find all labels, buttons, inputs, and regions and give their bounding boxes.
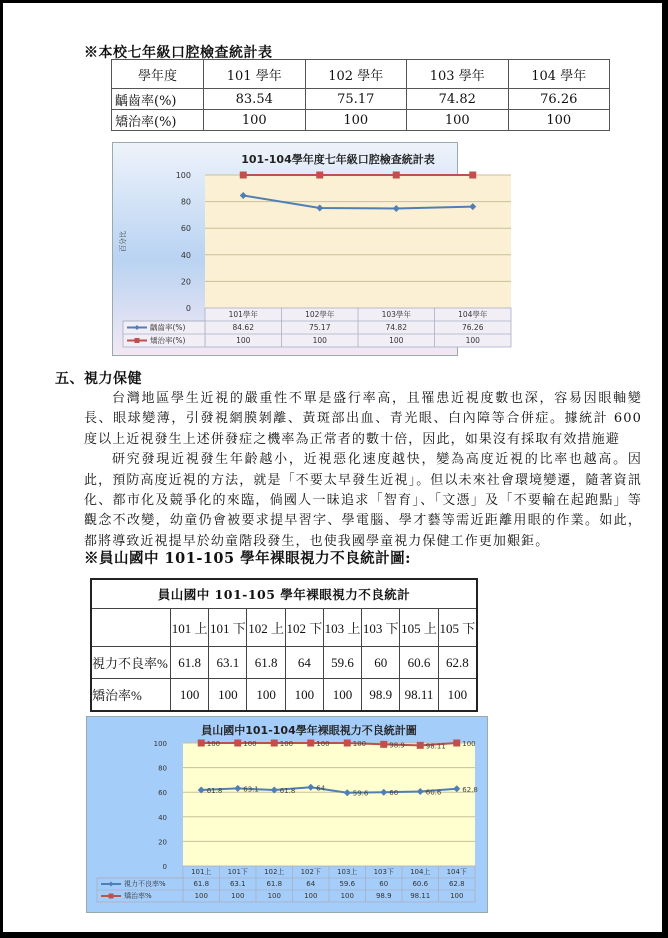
- table-cell: 59.6: [323, 647, 361, 679]
- data-point: [469, 172, 476, 179]
- vision-paragraphs: [84, 389, 642, 552]
- table-value: 100: [465, 336, 480, 345]
- table-value: 74.82: [385, 323, 407, 332]
- table-header-row: [112, 60, 610, 89]
- data-label: 100: [316, 740, 330, 748]
- oral-table-heading: ※本校七年級口腔檢查統計表: [84, 45, 273, 61]
- oral-exam-table: [111, 59, 610, 131]
- data-label: 100: [206, 740, 221, 748]
- data-point: [234, 740, 241, 747]
- x-tick-label: 101學年: [228, 310, 258, 319]
- data-point: [417, 742, 424, 749]
- table-value: 100: [236, 336, 251, 345]
- table-cell: 100: [171, 679, 209, 712]
- data-point: [393, 172, 400, 179]
- table-cell: 98.11: [400, 679, 438, 712]
- data-point: [316, 172, 323, 179]
- data-label: 61.8: [206, 786, 223, 795]
- table-cell: 100: [407, 110, 509, 131]
- data-label: 60.6: [425, 788, 442, 797]
- y-tick-label: 20: [180, 277, 191, 287]
- paragraph: 研究發現近視發生年齡越小，近視惡化速度越快，變為高度近視的比率也越高。因此，預防高度近視的方法，就是「不要太早發生近視」。但以未來社會環境變遷，隨著資訊化、都市化及競爭化的來臨，倘國人一昧追求「智育」、「文憑」及「不要輸在起跑點」等觀念不改變，幼童仍會被要求提早習字、學電腦、學才藝等需近距離用眼的作業。如此，都將導致近視提早於幼童階段發生，也使我國學童視力保健工作更加艱鉅。: [84, 452, 642, 549]
- row-label: 視力不良率%: [91, 647, 171, 679]
- table-row: [91, 679, 477, 712]
- x-tick-label: 103下: [373, 868, 394, 876]
- legend-label: 矯治率(%): [150, 336, 186, 345]
- plot-area: [183, 743, 475, 866]
- header-cell: 104 學年: [508, 60, 610, 89]
- header-cell: 105 下: [438, 609, 477, 647]
- table-value: 61.8: [193, 880, 210, 888]
- y-tick-label: 100: [153, 740, 167, 748]
- x-tick-label: 104上: [410, 868, 431, 876]
- table-value: 84.62: [232, 323, 254, 332]
- table-cell: 100: [438, 679, 477, 712]
- table-value: 100: [231, 892, 245, 900]
- data-point: [453, 740, 460, 747]
- table-header-row: [91, 609, 477, 647]
- y-axis-label: 百分比: [119, 231, 127, 252]
- x-tick-label: 102上: [264, 868, 285, 876]
- table-cell: 61.8: [247, 647, 285, 679]
- chart-svg: [113, 143, 488, 355]
- table-value: 98.9: [375, 892, 392, 900]
- table-value: 64: [306, 880, 316, 888]
- table-value: 100: [194, 892, 208, 900]
- x-tick-label: 102下: [300, 868, 321, 876]
- data-point: [380, 741, 387, 748]
- header-cell: 101 下: [209, 609, 247, 647]
- table-row: [112, 110, 610, 131]
- table-value: 100: [450, 892, 464, 900]
- table-cell: 100: [508, 110, 610, 131]
- table-value: 100: [340, 892, 354, 900]
- data-label: 98.9: [389, 741, 405, 750]
- data-label: 64: [316, 784, 326, 793]
- table-cell: 100: [247, 679, 285, 712]
- data-point: [198, 740, 205, 747]
- header-cell: 102 上: [247, 609, 285, 647]
- table-cell: 60: [362, 647, 400, 679]
- data-point: [344, 740, 351, 747]
- vision-table: [90, 578, 478, 712]
- plot-area: [205, 175, 511, 308]
- legend-label: 齲齒率(%): [150, 323, 186, 332]
- data-label: 100: [352, 740, 367, 748]
- data-point: [307, 740, 314, 747]
- x-tick-label: 103學年: [381, 310, 411, 319]
- chart-title: 員山國中101-104學年裸眼視力不良統計圖: [201, 724, 417, 737]
- chart-svg: [87, 717, 487, 912]
- x-tick-label: 104下: [446, 868, 467, 876]
- chart-title: 101-104學年度七年級口腔檢查統計表: [241, 153, 435, 166]
- data-label: 60: [389, 789, 399, 798]
- table-value: 100: [267, 892, 281, 900]
- table-cell: 74.82: [407, 89, 509, 110]
- table-cell: 60.6: [400, 647, 438, 679]
- header-cell: 103 下: [362, 609, 400, 647]
- table-value: 98.11: [410, 892, 431, 900]
- table-value: 63.1: [229, 880, 246, 888]
- table-value: 60: [379, 880, 389, 888]
- header-cell: 學年度: [112, 60, 204, 89]
- table-cell: 63.1: [209, 647, 247, 679]
- table-cell: 100: [204, 110, 306, 131]
- row-label: 齲齒率(%): [112, 89, 204, 110]
- table-cell: 61.8: [171, 647, 209, 679]
- table-cell: 100: [305, 110, 407, 131]
- table-row: [112, 89, 610, 110]
- y-tick-label: 40: [180, 250, 191, 260]
- table-cell: 100: [209, 679, 247, 712]
- x-tick-label: 101上: [191, 868, 212, 876]
- legend-label: 視力不良率%: [124, 880, 166, 888]
- y-tick-label: 0: [185, 304, 191, 313]
- row-label: 矯治率%: [91, 679, 171, 712]
- vision-table-heading: ※員山國中 101-105 學年裸眼視力不良統計圖:: [84, 550, 411, 567]
- y-tick-label: 60: [158, 789, 167, 798]
- data-label: 98.11: [425, 742, 446, 751]
- data-label: 100: [279, 740, 294, 748]
- data-label: 62.8: [462, 785, 478, 794]
- table-value: 60.6: [412, 880, 429, 888]
- data-label: 100: [243, 740, 257, 748]
- paragraph: 台灣地區學生近視的嚴重性不單是盛行率高，且罹患近視度數也深，容易因眼軸變長、眼球變薄，引發視網膜剝離、黃斑部出血、青光眼、白內障等合併症。據統計 600 度以上近視發生上述併發症之機率為正常者的數十倍，因此，如果沒有採取有效措施避: [84, 391, 642, 447]
- data-label: 61.8: [279, 786, 296, 795]
- y-tick-label: 0: [162, 863, 167, 871]
- x-tick-label: 102學年: [305, 310, 335, 319]
- data-label: 100: [462, 740, 476, 748]
- oral-exam-chart: [112, 142, 488, 356]
- table-cell: 98.9: [362, 679, 400, 712]
- table-title: 員山國中 101-105 學年裸眼視力不良統計: [91, 579, 477, 609]
- table-cell: 64: [285, 647, 323, 679]
- header-cell: 102 學年: [305, 60, 407, 89]
- vision-chart: [86, 716, 488, 913]
- table-cell: 75.17: [305, 89, 407, 110]
- header-cell: 101 上: [171, 609, 209, 647]
- table-value: 61.8: [266, 880, 283, 888]
- data-point: [240, 172, 247, 179]
- table-value: 100: [389, 336, 404, 345]
- header-cell: 103 上: [323, 609, 361, 647]
- table-value: 100: [312, 336, 327, 345]
- vision-section-heading: 五、視力保健: [55, 371, 142, 387]
- x-tick-label: 103上: [337, 868, 358, 876]
- header-cell: [91, 609, 171, 647]
- table-cell: 76.26: [508, 89, 610, 110]
- y-tick-label: 60: [180, 224, 191, 234]
- y-tick-label: 40: [158, 813, 167, 822]
- table-cell: 100: [323, 679, 361, 712]
- table-cell: 62.8: [438, 647, 477, 679]
- y-tick-label: 100: [175, 171, 191, 180]
- data-label: 63.1: [243, 785, 259, 794]
- data-point: [271, 740, 278, 747]
- table-value: 76.26: [462, 323, 484, 332]
- table-value: 100: [304, 892, 318, 900]
- table-value: 75.17: [309, 323, 331, 332]
- x-tick-label: 101下: [227, 868, 248, 876]
- table-cell: 100: [285, 679, 323, 712]
- y-tick-label: 80: [180, 197, 191, 207]
- table-value: 59.6: [339, 880, 356, 888]
- legend-label: 矯治率%: [124, 892, 152, 900]
- header-cell: 102 下: [285, 609, 323, 647]
- header-cell: 105 上: [400, 609, 438, 647]
- table-cell: 83.54: [204, 89, 306, 110]
- y-tick-label: 80: [158, 764, 167, 773]
- y-tick-label: 20: [158, 838, 167, 847]
- table-value: 62.8: [448, 880, 465, 888]
- x-tick-label: 104學年: [458, 310, 488, 319]
- table-row: [91, 647, 477, 679]
- legend-square-icon: [135, 338, 140, 343]
- header-cell: 101 學年: [204, 60, 306, 89]
- row-label: 矯治率(%): [112, 110, 204, 131]
- header-cell: 103 學年: [407, 60, 509, 89]
- data-label: 59.6: [352, 789, 369, 798]
- legend-square-icon: [109, 894, 114, 899]
